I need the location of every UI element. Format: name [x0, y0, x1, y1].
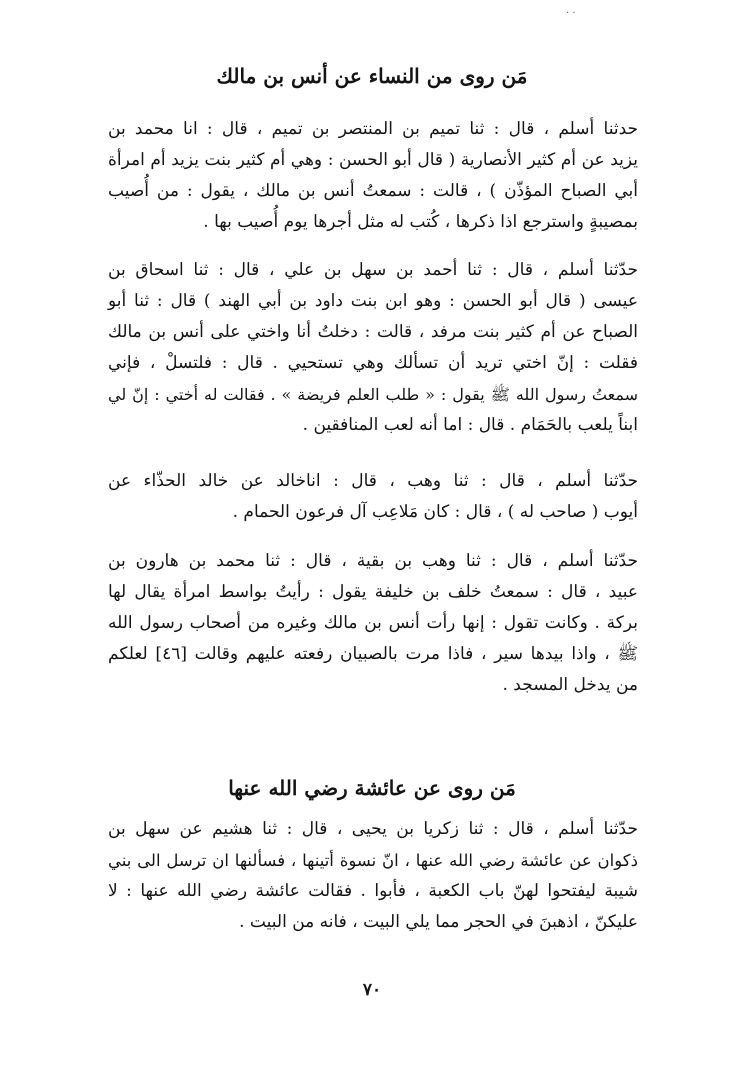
text-line: حدّثنا أسلم ، قال : ثنا أحمد بن سهل بن علي ، قال : ثنا اسحاق بن — [108, 260, 638, 280]
section-title-aisha: مَن روى عن عائشة رضي الله عنها — [228, 776, 516, 800]
text-line: شيبة ليفتحوا لهنّ باب الكعبة ، فأبوا . فقالت عائشة رضي الله عنها : لا — [108, 881, 638, 901]
text-line: سمعتُ رسول الله ﷺ يقول : « طلب العلم فريضة » . فقالت له أختي : إنّ لي — [108, 385, 638, 404]
paragraph-hadith-5 — [108, 814, 638, 938]
text-line: حدّثنا أسلم ، قال : ثنا زكريا بن يحيى ، قال : ثنا هشيم عن سهل بن — [108, 819, 638, 839]
text-line: أبي الصباح المؤذّن ) ، قالت : سمعتُ أنس بن مالك ، يقول : من أُصيب — [108, 181, 638, 201]
text-line: يزيد عن أم كثير الأنصارية ( قال أبو الحسن : وهي أم كثير بنت يزيد أم امرأة — [108, 150, 638, 170]
text-line: ابناً يلعب بالحَمَام . قال : اما أنه لعب المنافقين . — [302, 415, 638, 435]
text-line: بمصيبةٍ واسترجع اذا ذكرها ، كُتب له مثل أجرها يوم أُصيب بها . — [203, 212, 638, 232]
page-number: ٧٠ — [362, 980, 382, 1000]
text-line: فقلت : إنّ اختي تريد أن تسألك وهي تستحيي . قال : فلتسلْ ، فإني — [108, 353, 638, 373]
text-line: عيسى ( قال أبو الحسن : وهو ابن بنت داود بن أبي الهند ) قال : ثنا أبو — [108, 291, 638, 311]
paragraph-hadith-4 — [108, 546, 638, 701]
text-line: ﷺ ، واذا بيدها سير ، فاذا مرت بالصبيان رفعته عليهم وقالت [٤٦] لعلكم — [108, 644, 638, 664]
text-line: بركة . وكانت تقول : إنها رأت أنس بن مالك وغيره من أصحاب رسول الله — [108, 613, 638, 633]
text-line: الصباح عن أم كثير بنت مرفد ، قالت : دخلتُ أنا واختي على أنس بن مالك — [108, 322, 638, 342]
text-line: حدثنا أسلم ، قال : ثنا تميم بن المنتصر بن تميم ، قال : انا محمد بن — [108, 119, 638, 139]
paragraph-hadith-2 — [108, 255, 638, 441]
scan-speck: · · — [566, 8, 576, 19]
text-line: عليكنّ ، اذهبنَ في الحجر مما يلي البيت ، فانه من البيت . — [239, 912, 638, 932]
text-line: حدّثنا أسلم ، قال : ثنا وهب بن بقية ، قال : ثنا محمد بن هارون بن — [108, 551, 638, 571]
paragraph-hadith-1 — [108, 114, 638, 238]
text-line: عبيد ، قال : سمعتُ خلف بن خليفة يقول : رأيتُ بواسط امرأة يقال لها — [108, 582, 638, 602]
paragraph-hadith-3 — [108, 466, 638, 528]
text-line: أيوب ( صاحب له ) ، قال : كان مَلاعِب آل فرعون الحمام . — [232, 502, 638, 522]
section-title-anas: مَن روى من النساء عن أنس بن مالك — [216, 64, 528, 88]
text-line: ذكوان عن عائشة رضي الله عنها ، انّ نسوة أتينها ، فسألنها ان ترسل الى بني — [108, 851, 638, 870]
text-line: حدّثنا أسلم ، قال : ثنا وهب ، قال : اناخالد عن خالد الحذّاء عن — [108, 471, 638, 491]
text-line: من يدخل المسجد . — [502, 675, 638, 695]
